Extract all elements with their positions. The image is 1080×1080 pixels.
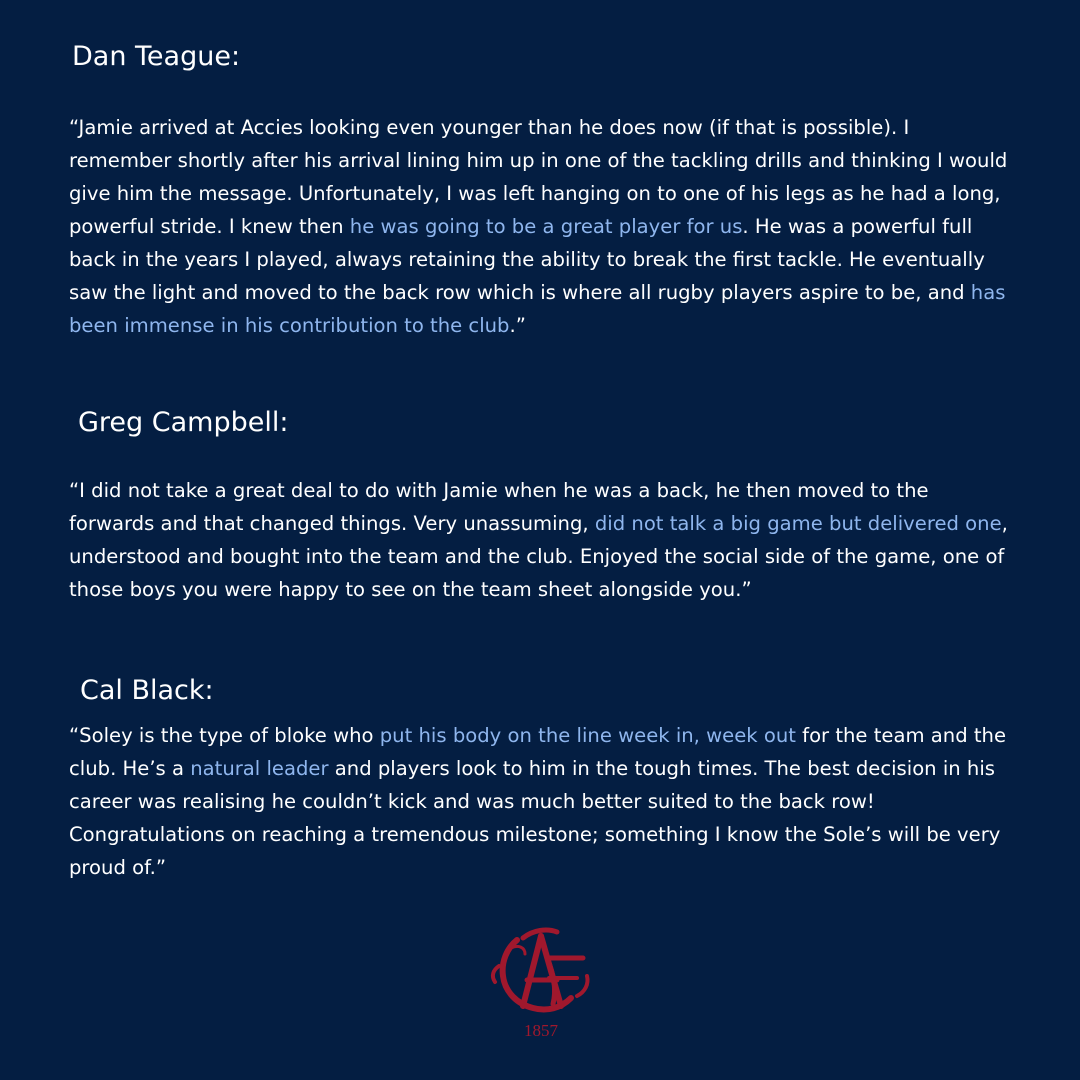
- quote-text: [69, 474, 1014, 606]
- author-name: Cal Black:: [80, 675, 214, 706]
- quote-text: [69, 719, 1014, 884]
- quote-segment: “I did not take a great deal to do with Jamie when he was a back, he then moved to the forwards and that changed things. Very unassuming,: [69, 479, 929, 535]
- quote-highlight: put his body on the line week in, week out: [379, 724, 796, 747]
- author-name: Dan Teague:: [72, 41, 241, 72]
- quote-segment: , understood and bought into the team and the club. Enjoyed the social side of the game, one of those boys you were happy to see on the team sheet alongside you.”: [69, 512, 1008, 601]
- quote-segment: .”: [509, 314, 526, 337]
- quote-segment: . He was a powerful full back in the years I played, always retaining the ability to break the first tackle. He eventually saw the light and moved to the back row which is where all rugby players aspire to be, and: [69, 215, 985, 304]
- quote-text: [69, 111, 1014, 342]
- quote-highlight: did not talk a big game but delivered one: [594, 512, 1002, 535]
- quote-highlight: he was going to be a great player for us: [349, 215, 743, 238]
- club-crest-icon: [487, 918, 595, 1042]
- crest-year: 1857: [524, 1021, 558, 1040]
- author-name: Greg Campbell:: [78, 407, 289, 438]
- quote-segment: for the team and the club. He’s a: [69, 724, 1007, 780]
- quote-highlight: natural leader: [190, 757, 329, 780]
- quote-segment: “Jamie arrived at Accies looking even younger than he does now (if that is possible). I remember shortly after his arrival lining him up in one of the tackling drills and thinking I would give him the message. Unfortunately, I was left hanging on to one of his legs as he had a long, powerful stride. I knew then: [69, 116, 1008, 238]
- quote-highlight: has been immense in his contribution to the club: [69, 281, 1006, 337]
- quote-segment: “Soley is the type of bloke who: [69, 724, 380, 747]
- quote-segment: and players look to him in the tough times. The best decision in his career was realising he couldn’t kick and was much better suited to the back row! Congratulations on reaching a tremendous milestone; something I know the Sole’s will be very proud of.”: [69, 757, 1001, 879]
